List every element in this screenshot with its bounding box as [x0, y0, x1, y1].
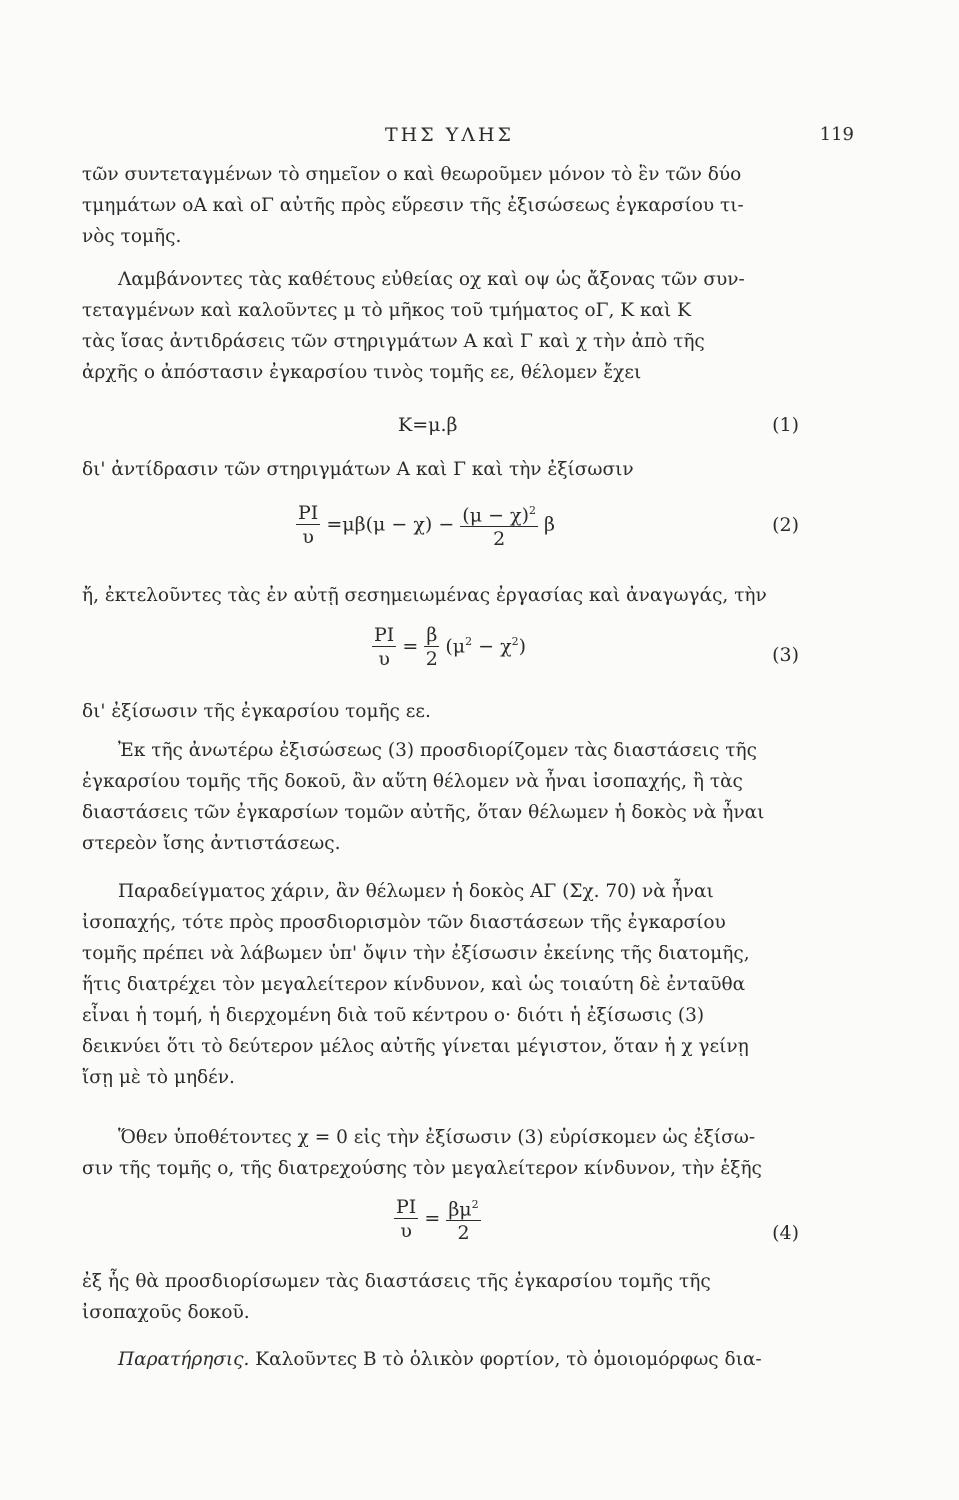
eq2-number: (2) [772, 514, 799, 536]
text-line: ἰσοπαχοῦς δοκοῦ. [82, 1302, 250, 1323]
paragraph-4 [82, 876, 852, 1093]
text-line [82, 1344, 852, 1375]
text-line: ἐξ ἧς θὰ προσδιορίσωμεν τὰς διαστάσεις τῆς ἐγκαρσίου τομῆς τῆς [82, 1271, 711, 1292]
text-line: ἐγκαρσίου τομῆς τῆς δοκοῦ, ἂν αὕτη θέλομεν νὰ ἦναι ἰσοπαχής, ἢ τὰς [82, 771, 743, 792]
text-line: Λαμβάνοντες τὰς καθέτους εὐθείας οχ καὶ οψ ὡς ἄξονας τῶν συν- [118, 269, 745, 290]
remark-paragraph [82, 1344, 852, 1375]
text-line: δεικνύει ὅτι τὸ δεύτερον μέλος αὐτῆς γίνεται μέγιστον, ὅταν ἡ χ γείνῃ [82, 1036, 749, 1057]
running-title: ΤΗΣ ΥΛΗΣ [385, 124, 514, 146]
text-line: εἶναι ἡ τομή, ἡ διερχομένη διὰ τοῦ κέντρου ο· διότι ἡ ἐξίσωσις (3) [82, 1005, 705, 1026]
text-line: τὰς ἴσας ἀντιδράσεις τῶν στηριγμάτων Α καὶ Γ καὶ χ τὴν ἀπὸ τῆς [82, 331, 705, 352]
eq3-b-fraction: $\frac{\beta}{2}$ [425, 624, 438, 670]
line-after-eq1 [82, 454, 852, 485]
page-header [0, 124, 959, 154]
text-line: σιν τῆς τομῆς ο, τῆς διατρεχούσης τὸν μεγαλείτερον κίνδυνον, τὴν ἑξῆς [82, 1158, 762, 1179]
paragraph-1 [82, 159, 852, 252]
text-line: ἤ, ἐκτελοῦντες τὰς ἐν αὐτῇ σεσημειωμένας ἐργασίας καὶ ἀναγωγάς, τὴν [82, 585, 767, 606]
eq4-right-fraction: $\frac{\beta\mu^2}{2}$ [446, 1194, 480, 1245]
eq1-lhs: Κ [398, 414, 413, 436]
text-line: δι' ἀντίδρασιν τῶν στηριγμάτων Α καὶ Γ καὶ τὴν ἐξίσωσιν [82, 459, 634, 480]
text-line: ἥτις διατρέχει τὸν μεγαλείτερον κίνδυνον, καὶ ὡς τοιαύτη δὲ ἐνταῦθα [82, 974, 746, 995]
page-number: 119 [819, 124, 854, 145]
paragraph-6 [82, 1266, 852, 1328]
paragraph-2 [82, 264, 852, 388]
eq4-pi-fraction: $\frac{PI}{\upsilon}$ [396, 1196, 417, 1243]
line-after-eq3 [82, 696, 852, 727]
eq2-square-fraction: $\frac{(\mu - \chi)^2}{2}$ [460, 500, 538, 551]
remark-text: Καλοῦντες Β τὸ ὁλικὸν φορτίον, τὸ ὁμοιομόρφως δια- [249, 1349, 762, 1370]
paragraph-5 [82, 1122, 852, 1184]
text-line: Ἐκ τῆς ἀνωτέρω ἐξισώσεως (3) προσδιορίζομεν τὰς διαστάσεις τῆς [118, 740, 757, 761]
line-after-eq2 [82, 580, 852, 611]
eq3-pi-fraction: $\frac{PI}{\upsilon}$ [374, 624, 395, 670]
text-line: ἴσῃ μὲ τὸ μηδέν. [82, 1067, 235, 1088]
eq2-pi-fraction: $\frac{PI}{\upsilon}$ [298, 502, 319, 549]
eq3-number: (3) [772, 644, 799, 666]
text-line: τῶν συντεταγμένων τὸ σημεῖον ο καὶ θεωροῦμεν μόνον τὸ ἓν τῶν δύο [82, 164, 742, 185]
text-line: νὸς τομῆς. [82, 226, 182, 247]
text-line: δι' ἐξίσωσιν τῆς ἐγκαρσίου τομῆς εε. [82, 701, 431, 722]
text-line: στερεὸν ἴσης ἀντιστάσεως. [82, 833, 341, 854]
paragraph-3 [82, 735, 852, 859]
eq4-number: (4) [772, 1222, 799, 1244]
text-line: Ὅθεν ὑποθέτοντες χ = 0 εἰς τὴν ἐξίσωσιν (3) εὑρίσκομεν ὡς ἐξίσω- [118, 1127, 756, 1148]
text-line: Παραδείγματος χάριν, ἂν θέλωμεν ἡ δοκὸς ΑΓ (Σχ. 70) νὰ ἦναι [118, 881, 714, 902]
eq1-number: (1) [772, 414, 799, 436]
text-line: τμημάτων οΑ καὶ οΓ αὐτῆς πρὸς εὕρεσιν τῆς ἐξισώσεως ἐγκαρσίου τι- [82, 195, 744, 216]
text-line: τεταγμένων καὶ καλοῦντες μ τὸ μῆκος τοῦ τμήματος οΓ, Κ καὶ Κ [82, 300, 691, 321]
eq1-op: = [412, 414, 429, 436]
text-line: διαστάσεις τῶν ἐγκαρσίων τομῶν αὐτῆς, ὅταν θέλωμεν ἡ δοκὸς νὰ ἦναι [82, 802, 765, 823]
text-line: τομῆς πρέπει νὰ λάβωμεν ὑπ' ὄψιν τὴν ἐξίσωσιν ἐκείνης τῆς διατομῆς, [82, 943, 750, 964]
eq1-rhs: μ.β [428, 414, 458, 436]
remark-label: Παρατήρησις. [118, 1349, 250, 1370]
text-line: ἀρχῆς ο ἀπόστασιν ἐγκαρσίου τινὸς τομῆς εε, θέλομεν ἔχει [82, 362, 642, 383]
text-line: ἰσοπαχής, τότε πρὸς προσδιορισμὸν τῶν διαστάσεων τῆς ἐγκαρσίου [82, 912, 726, 933]
